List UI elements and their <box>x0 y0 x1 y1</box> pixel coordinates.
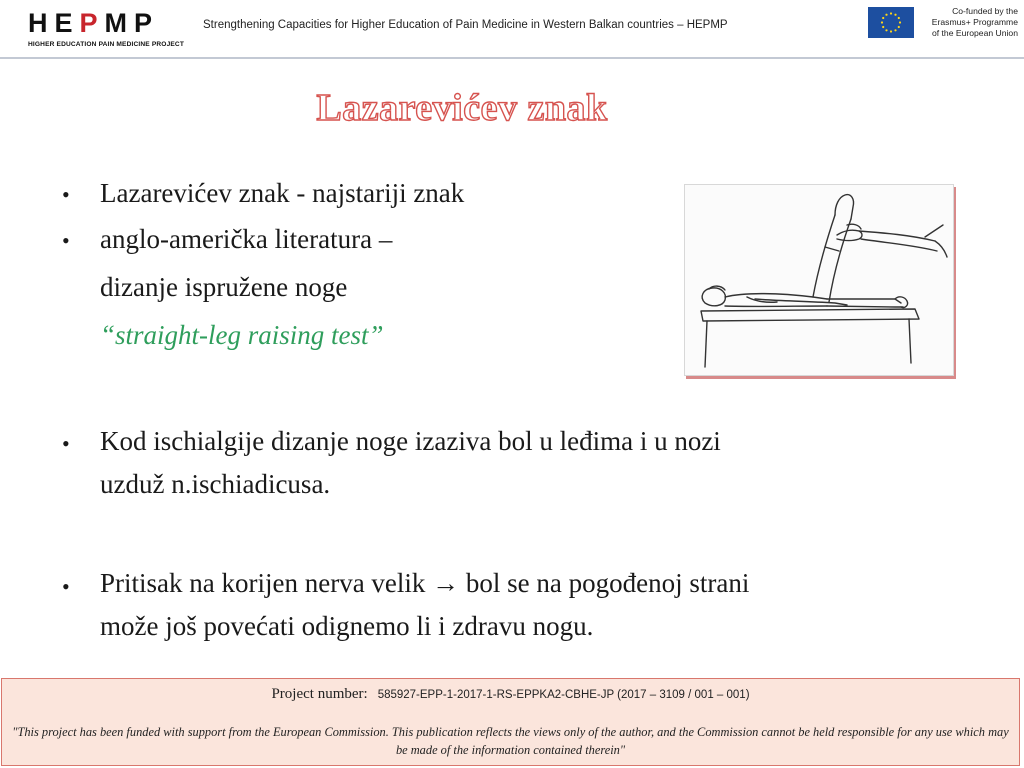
footer <box>1 678 1020 766</box>
eu-funding-text: Co-funded by the Erasmus+ Programme of the European Union <box>931 6 1018 38</box>
header-divider <box>0 57 1024 59</box>
bullet-icon: • <box>62 431 70 456</box>
bullet-text-4-cont: može još povećati odignemo li i zdravu nogu. <box>100 611 594 641</box>
header-title: Strengthening Capacities for Higher Education of Pain Medicine in Western Balkan countries – HEPMP <box>203 19 728 31</box>
funding-disclaimer: "This project has been funded with support from the European Commission. This publication reflects the views only of the author, and the Commission cannot be held responsible for any use which may be made of the information contained therein" <box>12 725 1009 757</box>
bullet-text-3: Kod ischialgije dizanje noge izaziva bol u leđima i u nozi <box>100 426 721 456</box>
logo-subtitle: HIGHER EDUCATION PAIN MEDICINE PROJECT <box>28 41 185 48</box>
bullet-text-2-cont: dizanje ispružene noge <box>100 272 348 302</box>
slide-title: Lazarevićev znak <box>316 87 608 129</box>
project-number-value: 585927-EPP-1-2017-1-RS-EPPKA2-CBHE-JP (2017 – 3109 / 001 – 001) <box>377 689 750 701</box>
header <box>0 0 1024 58</box>
bullet-icon: • <box>62 228 70 253</box>
project-number-label: Project number: <box>271 686 368 702</box>
eu-flag-icon <box>868 7 914 38</box>
bullet-text-2: anglo-američka literatura – <box>100 224 393 254</box>
hepmp-logo <box>28 10 188 50</box>
bullet-icon: • <box>62 182 70 207</box>
bullet-icon: • <box>62 574 70 599</box>
project-number <box>2 685 1019 703</box>
bullet-text-1: Lazarevićev znak - najstariji znak <box>100 178 465 208</box>
straight-leg-raise-illustration <box>684 184 954 376</box>
logo-wordmark: HEPMP <box>28 8 160 38</box>
bullet-text-3-cont: uzduž n.ischiadicusa. <box>100 469 331 499</box>
bullet-text-4: Pritisak na korijen nerva velik → bol se na pogođenoj strani <box>100 568 750 598</box>
english-term: “straight-leg raising test” <box>100 320 384 350</box>
